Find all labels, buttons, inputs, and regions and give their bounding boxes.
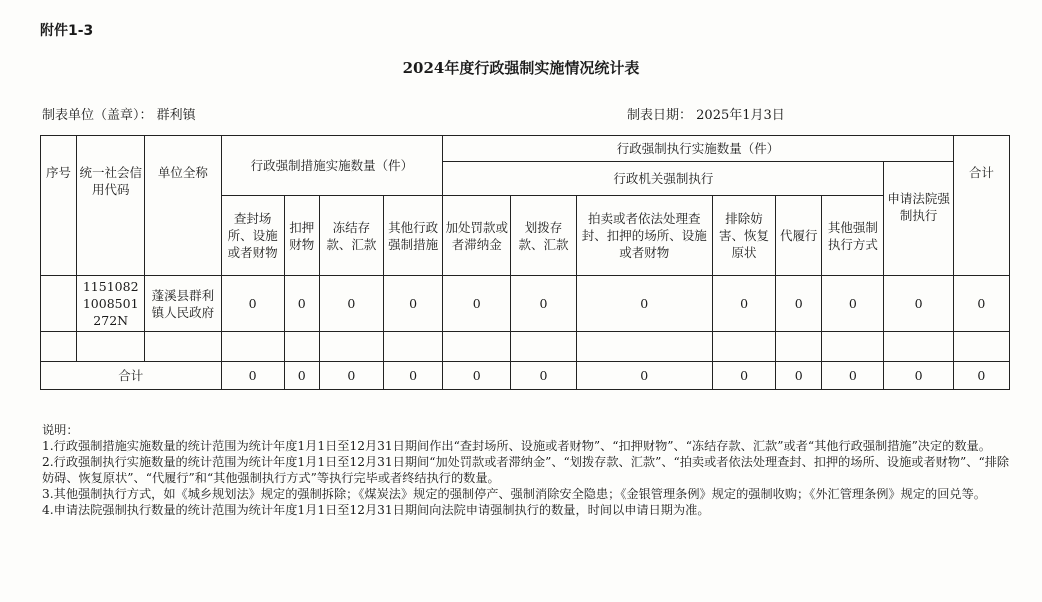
empty-cell bbox=[319, 332, 383, 362]
empty-cell bbox=[383, 332, 442, 362]
header-measure-other: 其他行政强制措施 bbox=[383, 196, 442, 276]
empty-cell bbox=[511, 332, 576, 362]
cell-value: 0 bbox=[284, 276, 319, 332]
cell-value: 0 bbox=[443, 276, 511, 332]
total-value: 0 bbox=[822, 362, 884, 390]
cell-seq bbox=[41, 276, 77, 332]
empty-cell bbox=[221, 332, 284, 362]
notes-heading: 说明： bbox=[42, 423, 79, 437]
header-measure-detain: 扣押财物 bbox=[284, 196, 319, 276]
header-agency-execution: 行政机关强制执行 bbox=[443, 162, 884, 196]
empty-cell bbox=[776, 332, 822, 362]
empty-cell bbox=[576, 332, 712, 362]
header-seq: 序号 bbox=[41, 136, 77, 276]
total-value: 0 bbox=[383, 362, 442, 390]
header-exec-penalty: 加处罚款或者滞纳金 bbox=[443, 196, 511, 276]
cell-unit-name: 蓬溪县群利镇人民政府 bbox=[145, 276, 221, 332]
total-value: 0 bbox=[712, 362, 775, 390]
reporting-unit-value: 群利镇 bbox=[156, 108, 196, 123]
page-title: 2024年度行政强制实施情况统计表 bbox=[402, 59, 640, 77]
report-date-label: 制表日期： bbox=[627, 108, 693, 123]
note-item: 3.其他强制执行方式，如《城乡规划法》规定的强制拆除；《煤炭法》规定的强制停产、强制消除安全隐患；《金银管理条例》规定的强制收购；《外汇管理条例》规定的回兑等。 bbox=[42, 487, 986, 501]
cell-value: 0 bbox=[221, 276, 284, 332]
total-value: 0 bbox=[284, 362, 319, 390]
note-item: 4.申请法院强制执行数量的统计范围为统计年度1月1日至12月31日期间向法院申请强制执行的数量，时间以申请日期为准。 bbox=[42, 503, 710, 517]
attachment-label: 附件1-3 bbox=[40, 23, 94, 39]
header-execution-group: 行政强制执行实施数量（件） bbox=[443, 136, 954, 162]
cell-value: 0 bbox=[953, 276, 1009, 332]
cell-value: 0 bbox=[319, 276, 383, 332]
total-value: 0 bbox=[319, 362, 383, 390]
header-exec-other: 其他强制执行方式 bbox=[822, 196, 884, 276]
cell-value: 0 bbox=[884, 276, 953, 332]
header-exec-substitute: 代履行 bbox=[776, 196, 822, 276]
empty-cell bbox=[77, 332, 145, 362]
total-value: 0 bbox=[221, 362, 284, 390]
header-measure-freeze: 冻结存款、汇款 bbox=[319, 196, 383, 276]
header-credit-code: 统一社会信用代码 bbox=[77, 136, 145, 276]
total-value: 0 bbox=[576, 362, 712, 390]
note-item: 1.行政强制措施实施数量的统计范围为统计年度1月1日至12月31日期间作出“查封场所、设施或者财物”、“扣押财物”、“冻结存款、汇款”或者“其他行政强制措施”决定的数量。 bbox=[42, 439, 991, 453]
header-total: 合计 bbox=[953, 136, 1009, 276]
cell-value: 0 bbox=[776, 276, 822, 332]
reporting-unit-label: 制表单位（盖章）： bbox=[42, 108, 153, 123]
total-row bbox=[41, 362, 1010, 390]
reporting-unit bbox=[42, 104, 196, 123]
cell-value: 0 bbox=[383, 276, 442, 332]
note-item: 2.行政强制执行实施数量的统计范围为统计年度1月1日至12月31日期间“加处罚款或者滞纳金”、“划拨存款、汇款”、“拍卖或者依法处理查封、扣押的场所、设施或者财物”、“排除妨碍、恢复原状”、“代履行”和“其他强制执行方式”等执行完毕或者终结执行的数量。 bbox=[42, 455, 1010, 485]
header-exec-transfer: 划拨存款、汇款 bbox=[511, 196, 576, 276]
total-value: 0 bbox=[776, 362, 822, 390]
empty-cell bbox=[443, 332, 511, 362]
total-label: 合计 bbox=[41, 362, 222, 390]
empty-row bbox=[41, 332, 1010, 362]
empty-cell bbox=[712, 332, 775, 362]
cell-value: 0 bbox=[511, 276, 576, 332]
cell-credit-code: 11510821008501272N bbox=[77, 276, 145, 332]
empty-cell bbox=[884, 332, 953, 362]
cell-value: 0 bbox=[712, 276, 775, 332]
header-unit-name: 单位全称 bbox=[145, 136, 221, 276]
empty-cell bbox=[145, 332, 221, 362]
cell-value: 0 bbox=[576, 276, 712, 332]
report-date-value: 2025年1月3日 bbox=[696, 108, 785, 123]
header-exec-remove: 排除妨害、恢复原状 bbox=[712, 196, 775, 276]
statistics-table bbox=[40, 135, 1010, 390]
total-value: 0 bbox=[884, 362, 953, 390]
empty-cell bbox=[284, 332, 319, 362]
total-value: 0 bbox=[511, 362, 576, 390]
notes-section bbox=[42, 422, 1010, 518]
header-measures-group: 行政强制措施实施数量（件） bbox=[221, 136, 443, 196]
table-row bbox=[41, 276, 1010, 332]
total-value: 0 bbox=[443, 362, 511, 390]
cell-value: 0 bbox=[822, 276, 884, 332]
empty-cell bbox=[953, 332, 1009, 362]
header-court-execution: 申请法院强制执行 bbox=[884, 162, 953, 276]
header-exec-auction: 拍卖或者依法处理查封、扣押的场所、设施或者财物 bbox=[576, 196, 712, 276]
total-value: 0 bbox=[953, 362, 1009, 390]
report-date bbox=[627, 104, 785, 123]
empty-cell bbox=[41, 332, 77, 362]
empty-cell bbox=[822, 332, 884, 362]
header-measure-seal: 查封场所、设施或者财物 bbox=[221, 196, 284, 276]
